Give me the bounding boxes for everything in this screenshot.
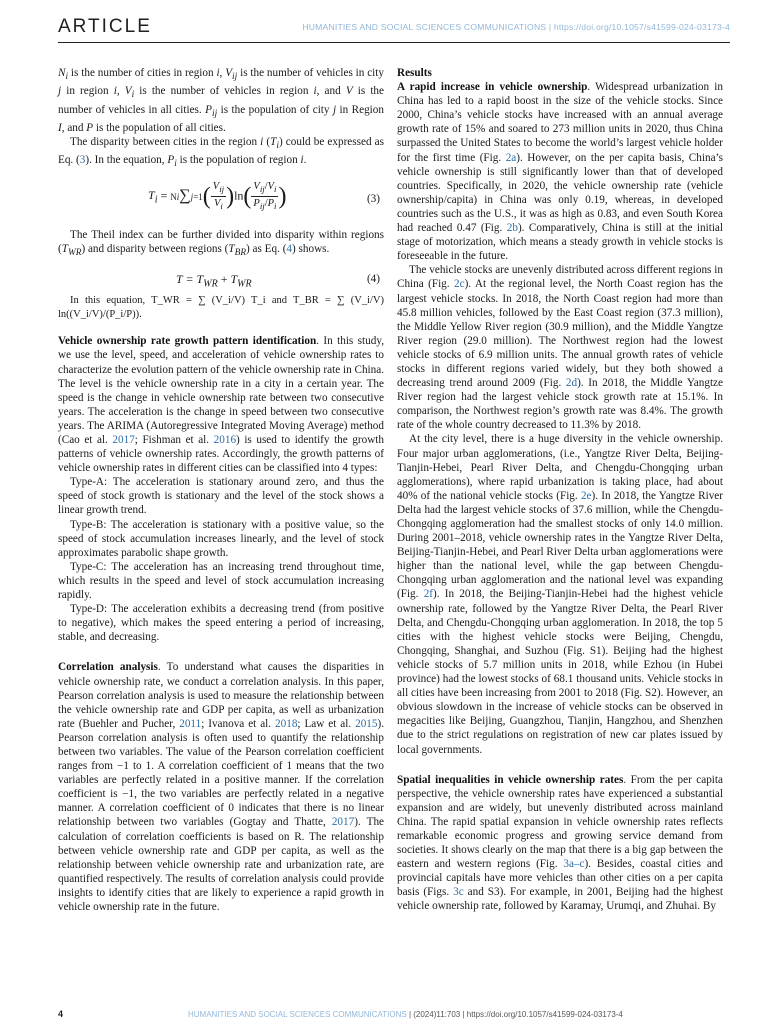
subsection-title: Correlation analysis: [58, 661, 158, 674]
equation-link[interactable]: 4: [286, 242, 293, 255]
figure-link[interactable]: 2c: [454, 278, 465, 291]
section-label: ARTICLE: [58, 16, 152, 37]
journal-line[interactable]: HUMANITIES AND SOCIAL SCIENCES COMMUNICATIONS | https://doi.org/10.1057/s41599-024-03173-4: [302, 22, 730, 32]
paragraph: The disparity between cities in the region i $(T_i)$ could be expressed as Eq. (3). In the equation, $P_i$ is the population of region i.: [58, 136, 384, 170]
figure-link[interactable]: 3a–c: [563, 858, 585, 871]
page-header: [58, 16, 730, 40]
equation-number: (4): [366, 273, 380, 286]
figure-link[interactable]: 2b: [506, 222, 518, 235]
figure-link[interactable]: 2e: [580, 489, 592, 502]
subsection-title: A rapid increase in vehicle ownership: [397, 81, 588, 94]
equation-link[interactable]: 3: [79, 154, 86, 167]
page-number: 4: [58, 1009, 64, 1019]
right-column: [397, 66, 723, 914]
subsection-title: Spatial inequalities in vehicle ownership rates: [397, 773, 624, 786]
paragraph: The vehicle stocks are unevenly distributed across different regions in China (Fig. 2c). At the regional level, the North Coast region has the largest vehicle stocks. In 2018, the North Coast region had more than 45.8 million vehicles, followed by the East Coast region (37.3 million), the Middle Yellow River region (30.9 million), and the Middle Yangtze River region (29.0 million). The Northwest region had the lowest vehicle stocks of 6.9 million units. The annual growth rates of vehicle stocks in different regions varied widely, but they both showed a decreasing trend around 2009 (Fig. 2d). In 2018, the Middle Yangtze River region had the largest vehicle stock growth rate at 15.1%. In comparison, the Northwest region’s growth rate was 8.4%. The growth rate of the whole country decreased to 11.3% by 2018.: [397, 264, 724, 432]
list-item: Type-B: The acceleration is stationary with a positive value, so the speed of stock accumulation increases linearly, and the level of stock approximates parabolic shape growth.: [58, 518, 384, 559]
paragraph: Spatial inequalities in vehicle ownership rates. From the per capita perspective, the vehicle ownership rates have experienced a substantial expansion and are widely, but unevenly distributed across mainland China. The rapid spatial expansion in vehicle ownership rates reflects remarkable economic progress and growing service demand from societies. It shows clearly on the map that there is a big gap between the eastern and western regions (Fig. 3a–c). Besides, coastal cities and provincial capitals have more vehicles than other cities on a per capita basis (Figs. 3c and S3). For example, in 2001, Beijing had the highest vehicle ownership rate, followed by Karamay, Urumqi, and Zhuhai. By: [397, 773, 723, 913]
paragraph: The Theil index can be further divided into disparity within regions $(T_{WR})$ and disparity between regions $(T_{BR})$ as Eq. (4) shows.: [58, 228, 384, 259]
left-column: [58, 66, 384, 914]
figure-link[interactable]: 3c: [453, 886, 464, 899]
equation-3: $T_i = Ni\sum j=1$( $\frac{V_{ij}}{V_i}$ )ln( $\frac{V_{ij}/V_i}{P_{ij}/P_i}$ ) (3): [148, 180, 380, 212]
header-rule: [58, 42, 730, 43]
citation-link[interactable]: 2017: [331, 816, 355, 829]
citation-link[interactable]: 2018: [275, 717, 298, 730]
equation-number: (3): [366, 192, 380, 205]
section-title: Results: [397, 67, 432, 79]
footer-journal: HUMANITIES AND SOCIAL SCIENCES COMMUNICATIONS | (2024)11:703 | https://doi.org/10.1057/s41599-024-03173-4: [188, 1010, 623, 1019]
paragraph: Correlation analysis. To understand what causes the disparities in vehicle ownership rate, we conduct a correlation analysis. In this paper, Pearson correlation analysis is used to measure the relationship between the vehicle ownership rate and GDP per capita, as well as urbanization rate (Buehler and Pucher, 2011; Ivanova et al. 2018; Law et al. 2015). Pearson correlation analysis is often used to quantify the relationship between two variables. The value of the Pearson correlation coefficient ranges from −1 to 1. A correlation coefficient of 1 means that the two variables are perfectly related in a positive manner. If the correlation coefficient is −1, the two variables are perfectly related in a negative manner. A correlation coefficient of 0 indicates that there is no linear relationship between two variables (Gogtay and Thatte, 2017). The calculation of correlation coefficients is based on R. The relationship between vehicle ownership rate and GDP per capita, as well as the relationship between vehicle ownership rate and urbanization rate, are quantified respectively. The results of correlation analysis could provide insights to identify cities that are likely to experience a rapid growth in vehicle ownership rate in the future.: [58, 661, 385, 913]
paragraph: Vehicle ownership rate growth pattern identification. In this study, we use the level, speed, and acceleration of vehicle ownership rates to characterize the evolution pattern of the vehicle ownership rate in China. The level is the vehicle ownership rate in a city in a certain year. The speed is the change in vehicle ownership rate between two consecutive years. The acceleration is the change in speed between two consecutive years. The ARIMA (Autoregressive Integrated Moving Average) method (Cao et al. 2017; Fishman et al. 2016) is used to identify the growth patterns of vehicle ownership rates. Accordingly, the growth patterns of vehicle ownership rates in different cities can be classified into 4 types:: [58, 335, 384, 475]
paragraph: A rapid increase in vehicle ownership. Widespread urbanization in China has led to a rapid boost in the size of the vehicle stocks. Since 2000, China’s vehicle stocks have increased with an annual average growth rate of 15% and soared to 273 million units in 2020, thus China surpassed the United States to become the world’s largest vehicle holder for the first time (Fig. 2a). However, on the per capita basis, China’s vehicle ownership is still significantly lower than that of developed countries. Specifically, in 2020, the vehicle ownership rate (vehicle ownership/capita) in China was only 0.19, whereas, in developed countries such as the U.S., it was as high as 0.83, and even South Korea had reached 0.47 (Fig. 2b). Comparatively, China is still at the initial stage of motorization, which means a steady growth in vehicle stocks is foreseeable in the future.: [397, 81, 723, 263]
figure-link[interactable]: 2d: [565, 377, 578, 390]
paragraph: At the city level, there is a huge diversity in the vehicle ownership. Four major urban agglomerations, (i.e., Yangtze River Delta, Beijing-Tianjin-Hebei, Pearl River Delta, and Chengdu-Chongqing urban agglomerations), where rapid urbanization is taking place, had about 40% of the national vehicle stocks (Fig. 2e). In 2018, the Yangtze River Delta had the largest vehicle stocks of 37.6 million, while the Chengdu-Chongqing agglomeration had the smallest stocks of only 14.0 million. During 2001–2018, vehicle ownership rates in the Yangtze River Delta, Beijing-Tianjin-Hebei, and Pearl River Delta urban agglomerations were higher than the national level, while the gap between Chengdu-Chongqing urban agglomeration and the national level was expanding (Fig. 2f). In 2018, the Beijing-Tianjin-Hebei had the highest vehicle ownership rate, followed by the Yangtze River Delta, the Pearl River Delta, and Chengdu-Chongqing urban agglomeration. In 2018, the top 5 cities with the highest vehicle stocks were Beijing, Chengdu, Chongqing, Shanghai, and Suzhou (Fig. S1). Beijing had the highest vehicle stocks of 5.7 million units in 2018, while Ezhou (in Hubei province) had the lowest stocks of 68.1 thousand units. Vehicle stocks in all cities have been increasing from 2001 to 2018 (Fig. S2). However, an obvious slowdown in the increase of vehicle stocks can be observed in megacities like Beijing, Guangzhou, Tianjin, Hangzhou, and Shenzhen due to the strict regulations on registration of new car plates issued by local governments.: [397, 433, 724, 756]
equation-definition: In this equation, T_WR = ∑ (V_i/V) T_i and T_BR = ∑ (V_i/V) ln((V_i/V)/(P_i/P)).: [58, 295, 384, 321]
list-item: Type-D: The acceleration exhibits a decreasing trend (from positive to negative), which makes the speed entering a period of increasing, stable, and decreasing.: [58, 603, 384, 644]
citation-link[interactable]: 2015: [355, 717, 378, 730]
list-item: Type-C: The acceleration has an increasing trend throughout time, which results in the speed and level of stock accumulation increasing rapidly.: [58, 560, 384, 602]
figure-link[interactable]: 2a: [505, 151, 517, 164]
list-item: Type-A: The acceleration is stationary around zero, and thus the speed of stock growth is stationary and the level of the stock shows a linear growth trend.: [58, 476, 384, 517]
figure-link[interactable]: 2f: [423, 588, 434, 601]
citation-link[interactable]: 2016: [213, 434, 237, 446]
page-footer: [58, 1009, 730, 1021]
citation-link[interactable]: 2011: [179, 717, 202, 730]
subsection-title: Vehicle ownership rate growth pattern identification: [58, 335, 317, 348]
paragraph: $N_i$ is the number of cities in region i, $V_{ij}$ is the number of vehicles in city j in region i, $V_i$ is the number of vehicles in region i, and V is the number of vehicles in all cities. $P_{ij}$ is the population of city j in Region I, and P is the population of all cities.: [58, 67, 384, 134]
equation-4: $T = T_{WR} + T_{WR}$ (4): [176, 272, 380, 290]
citation-link[interactable]: 2017: [112, 434, 135, 446]
